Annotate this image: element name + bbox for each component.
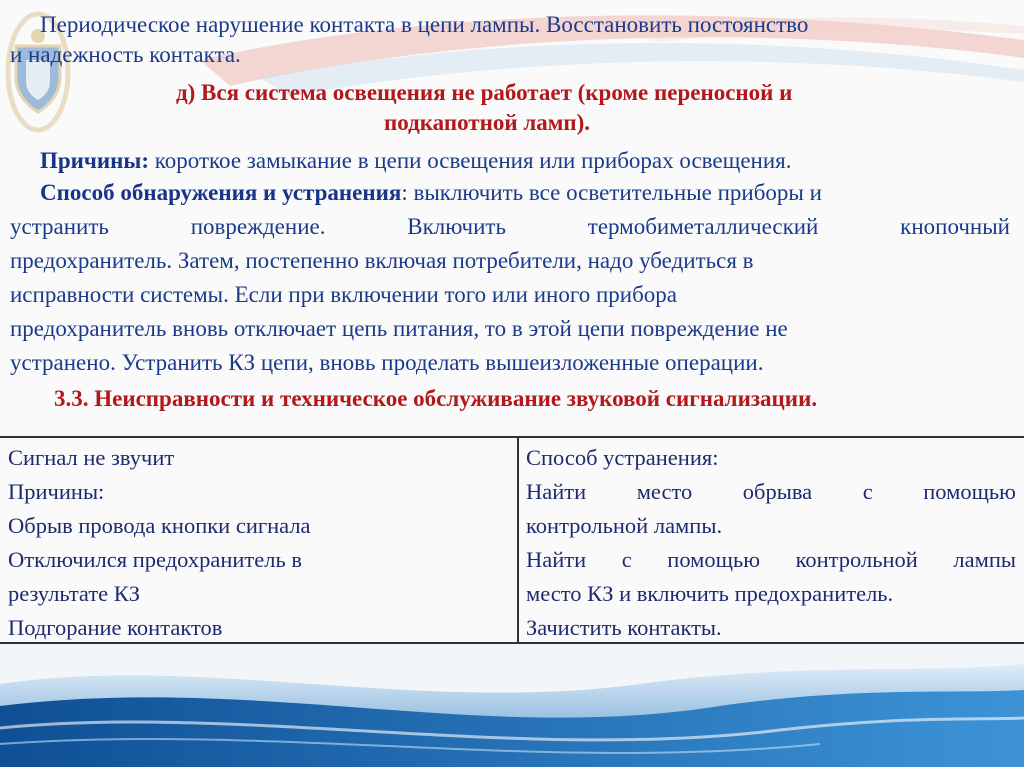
heading-d-line-2: подкапотной ламп). <box>384 110 591 135</box>
heading-d-line-1: д) Вся система освещения не работает (кроме переносной и <box>176 80 793 105</box>
method-line-1 <box>40 178 1010 208</box>
causes-label: Причины: <box>40 148 150 173</box>
table-left-line: Сигнал не звучит <box>8 445 175 470</box>
table-left-line: Обрыв провода кнопки сигнала <box>8 513 311 538</box>
table-right-line: Способ устранения: <box>526 445 719 470</box>
table-left-line: результате КЗ <box>8 581 141 606</box>
table-left-line: Подгорание контактов <box>8 615 223 640</box>
table-right-line: контрольной лампы. <box>526 513 723 538</box>
section-heading: 3.3. Неисправности и техническое обслуживание звуковой сигнализации. <box>54 386 818 411</box>
table-left-line: Причины: <box>8 479 105 504</box>
table-left-line: Отключился предохранитель в <box>8 547 302 572</box>
signal-table <box>0 436 1024 644</box>
intro-line-1: Периодическое нарушение контакта в цепи лампы. Восстановить постоянство <box>40 12 809 37</box>
method-line-1-rest: : выключить все осветительные приборы и <box>401 180 822 205</box>
method-line: устранить повреждение. Включить термобиметаллический кнопочный <box>10 214 1010 239</box>
table-right-line: Найти с помощью контрольной лампы <box>526 547 1016 572</box>
method-label: Способ обнаружения и устранения <box>40 180 402 205</box>
table-right-line: место КЗ и включить предохранитель. <box>526 581 894 606</box>
method-line: предохранитель вновь отключает цепь питания, то в этой цепи повреждение не <box>10 316 788 341</box>
causes-line <box>40 146 1010 176</box>
intro-line-2: и надежность контакта. <box>10 42 241 67</box>
causes-text: короткое замыкание в цепи освещения или приборах освещения. <box>149 148 792 173</box>
method-line: устранено. Устранить КЗ цепи, вновь проделать вышеизложенные операции. <box>10 350 764 375</box>
method-line: исправности системы. Если при включении того или иного прибора <box>10 282 677 307</box>
table-right-line: Найти место обрыва с помощью <box>526 479 1016 504</box>
method-line: предохранитель. Затем, постепенно включая потребители, надо убедиться в <box>10 248 754 273</box>
footer-wave <box>0 644 1024 767</box>
table-right-line: Зачистить контакты. <box>526 615 722 640</box>
column-divider <box>517 438 519 642</box>
